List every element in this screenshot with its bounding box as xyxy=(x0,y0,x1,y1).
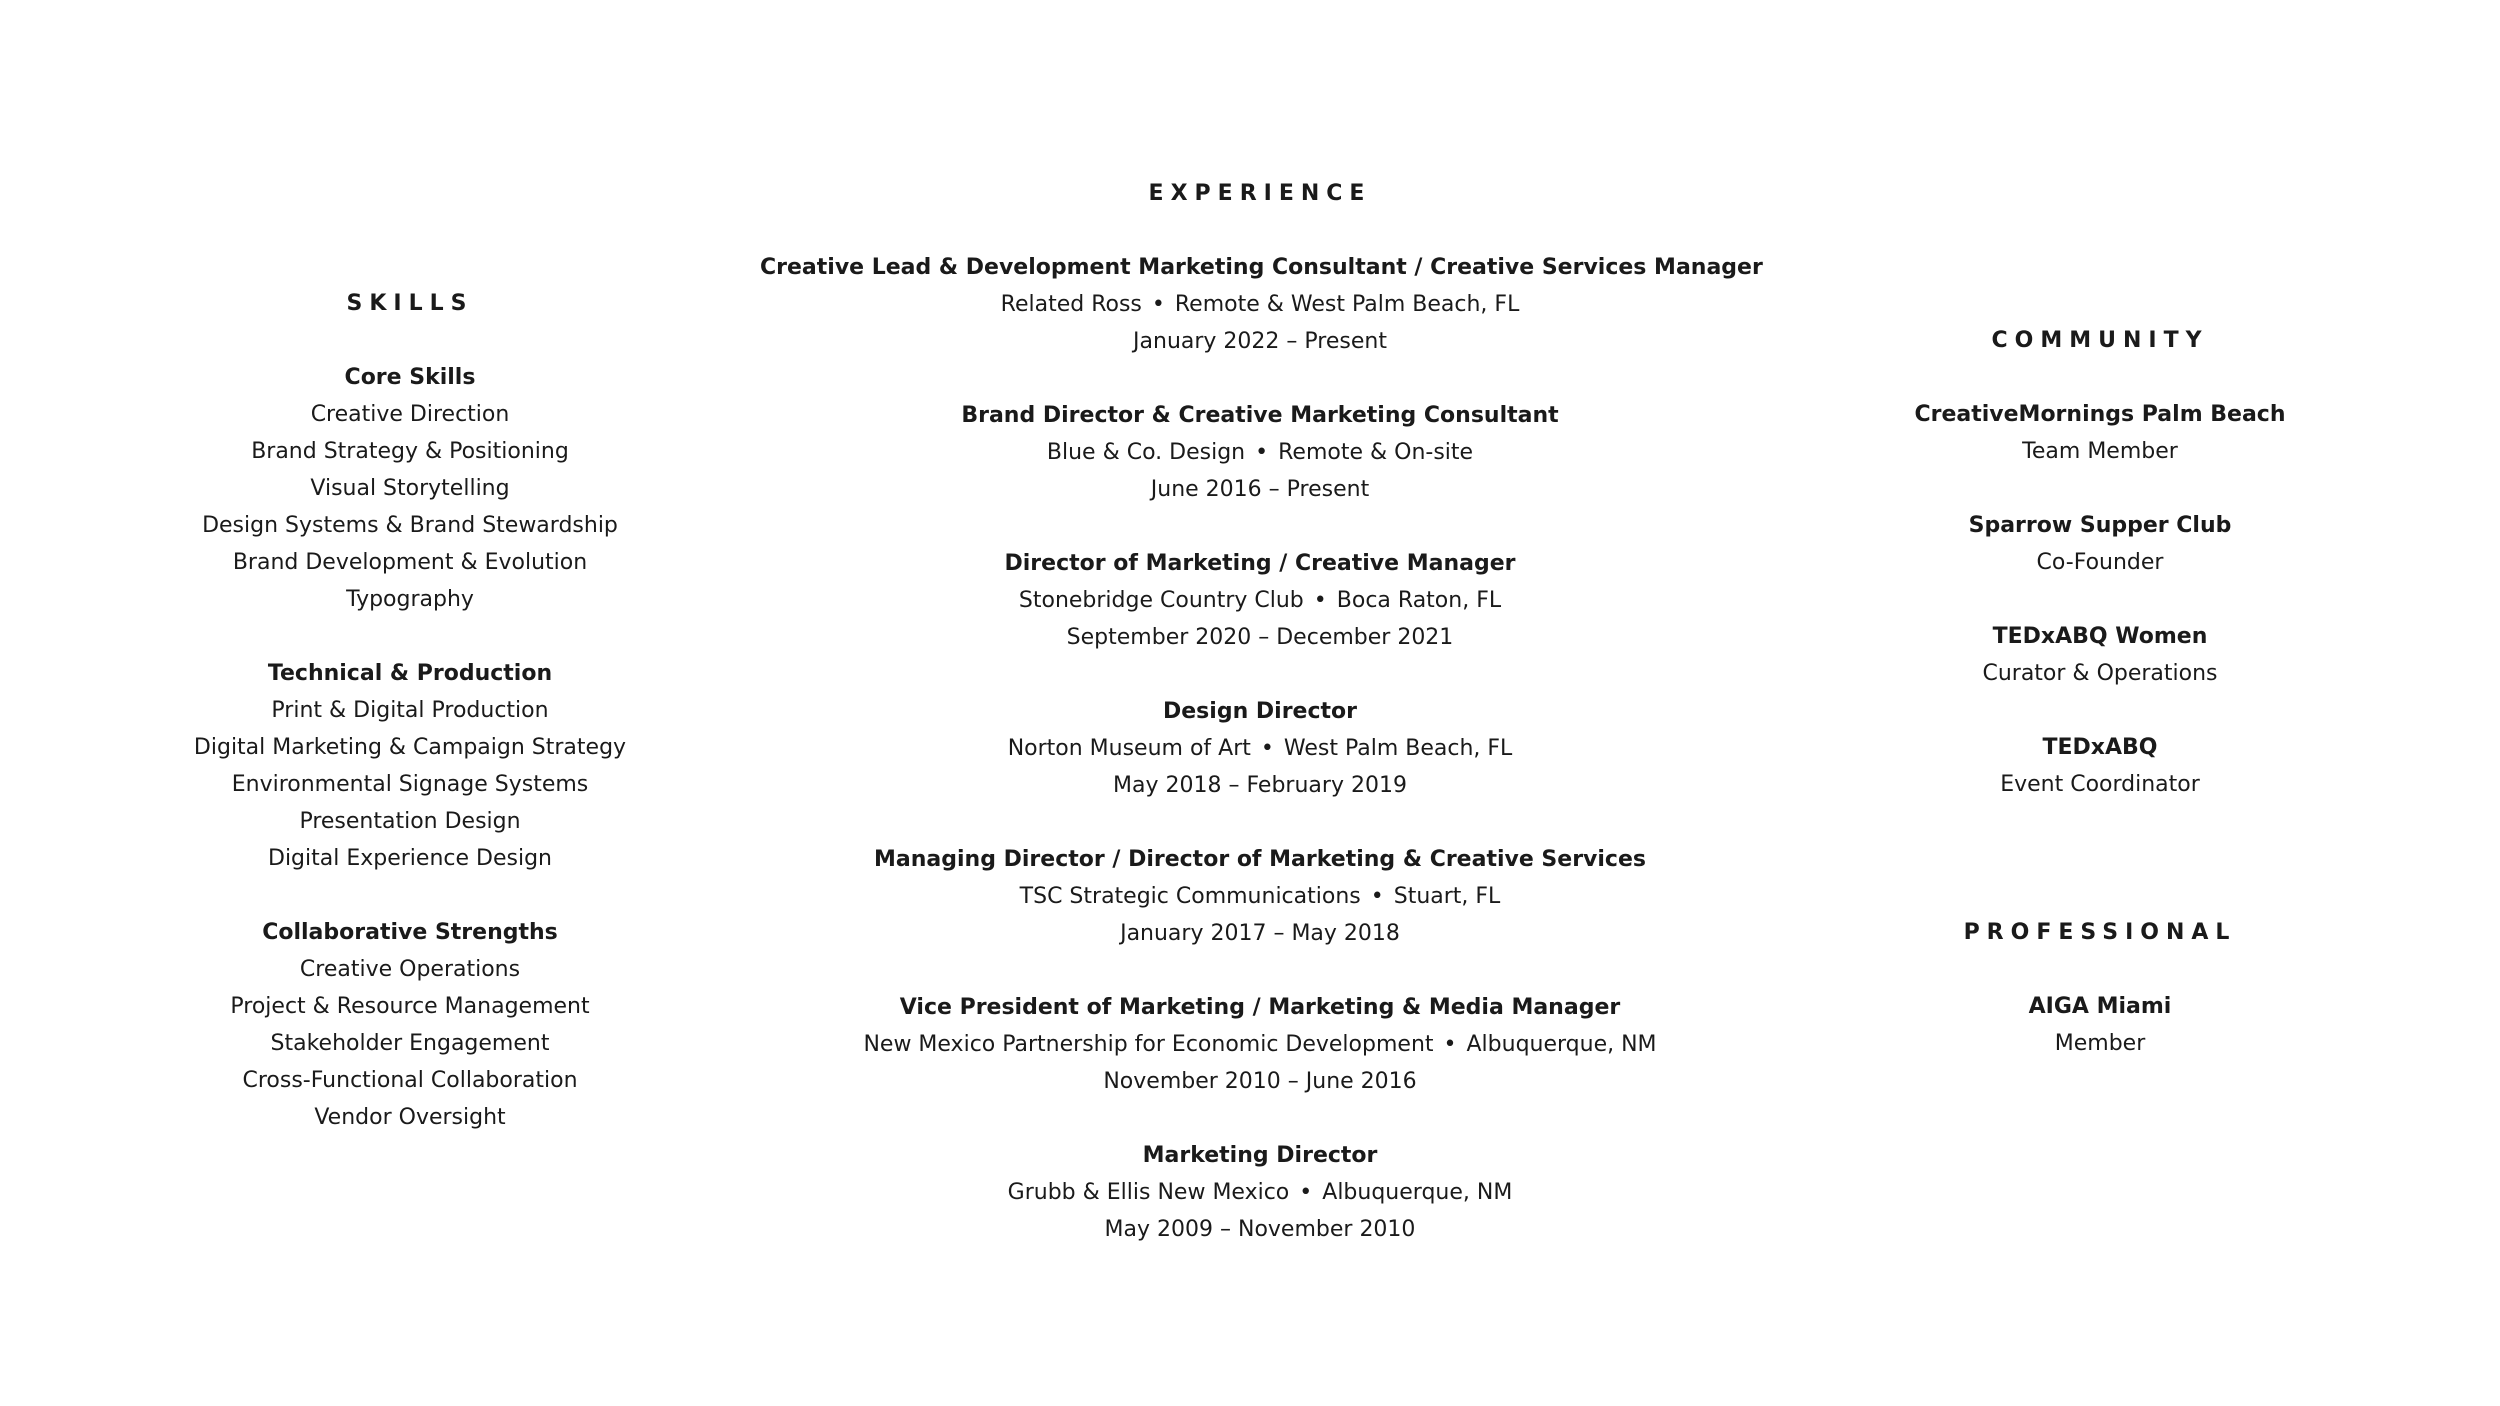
skills-group-title: Core Skills xyxy=(344,365,476,390)
job-company-location xyxy=(760,730,1760,767)
experience-heading: EXPERIENCE xyxy=(1148,181,1372,206)
skills-group-title: Technical & Production xyxy=(267,661,553,686)
separator-dot: • xyxy=(1299,1180,1313,1205)
skill-item: Environmental Signage Systems xyxy=(231,772,589,797)
job-dates: May 2018 – February 2019 xyxy=(1113,773,1407,798)
job-company-location xyxy=(760,1026,1760,1063)
job-entry xyxy=(760,397,1760,508)
job-location: Remote & On-site xyxy=(1278,440,1474,465)
job-company: Blue & Co. Design xyxy=(1046,440,1246,465)
skill-item: Visual Storytelling xyxy=(310,476,510,501)
skills-group-title: Collaborative Strengths xyxy=(262,920,558,945)
job-company: Norton Museum of Art xyxy=(1007,736,1251,761)
job-company: Related Ross xyxy=(1000,292,1142,317)
skill-item: Presentation Design xyxy=(299,809,521,834)
job-title: Creative Lead & Development Marketing Consultant / Creative Services Manager xyxy=(760,255,1763,280)
job-company: TSC Strategic Communications xyxy=(1019,884,1361,909)
skill-item: Design Systems & Brand Stewardship xyxy=(202,513,618,538)
community-entry xyxy=(1850,729,2350,803)
skill-item: Cross-Functional Collaboration xyxy=(242,1068,578,1093)
job-company: Stonebridge Country Club xyxy=(1018,588,1304,613)
community-professional-column xyxy=(1850,322,2350,1062)
job-location: Albuquerque, NM xyxy=(1322,1180,1513,1205)
skill-item: Creative Direction xyxy=(310,402,510,427)
job-entry xyxy=(760,1137,1760,1248)
job-entry xyxy=(760,841,1760,952)
job-location: Remote & West Palm Beach, FL xyxy=(1174,292,1520,317)
skills-group-core xyxy=(160,359,660,618)
community-entry xyxy=(1850,507,2350,581)
skill-item: Digital Marketing & Campaign Strategy xyxy=(193,735,627,760)
community-role: Team Member xyxy=(2022,439,2178,464)
skill-item: Brand Development & Evolution xyxy=(232,550,588,575)
skill-item: Typography xyxy=(346,587,474,612)
job-location: Stuart, FL xyxy=(1393,884,1501,909)
community-org: Sparrow Supper Club xyxy=(1968,513,2232,538)
skill-item: Vendor Oversight xyxy=(314,1105,506,1130)
separator-dot: • xyxy=(1151,292,1165,317)
professional-role: Member xyxy=(2054,1031,2146,1056)
skills-group-technical xyxy=(160,655,660,877)
job-title: Brand Director & Creative Marketing Consultant xyxy=(961,403,1559,428)
separator-dot: • xyxy=(1443,1032,1457,1057)
job-company-location xyxy=(760,582,1760,619)
job-title: Director of Marketing / Creative Manager xyxy=(1004,551,1516,576)
skill-item: Print & Digital Production xyxy=(271,698,549,723)
job-location: Boca Raton, FL xyxy=(1336,588,1502,613)
skills-column xyxy=(160,285,660,1136)
job-title: Marketing Director xyxy=(1142,1143,1378,1168)
skill-item: Creative Operations xyxy=(299,957,521,982)
separator-dot: • xyxy=(1313,588,1327,613)
job-title: Design Director xyxy=(1163,699,1357,724)
community-heading: COMMUNITY xyxy=(1991,328,2209,353)
job-company-location xyxy=(760,1174,1760,1211)
job-dates: June 2016 – Present xyxy=(1150,477,1370,502)
job-title: Managing Director / Director of Marketing & Creative Services xyxy=(874,847,1646,872)
job-dates: January 2022 – Present xyxy=(1133,329,1387,354)
professional-org: AIGA Miami xyxy=(2028,994,2172,1019)
professional-heading: PROFESSIONAL xyxy=(1963,920,2237,945)
job-title: Vice President of Marketing / Marketing & Media Manager xyxy=(899,995,1621,1020)
job-company-location xyxy=(760,878,1760,915)
skill-item: Digital Experience Design xyxy=(268,846,552,871)
job-company: New Mexico Partnership for Economic Development xyxy=(863,1032,1434,1057)
skills-group-collaborative xyxy=(160,914,660,1136)
community-entry xyxy=(1850,618,2350,692)
skills-heading: SKILLS xyxy=(346,291,474,316)
job-location: West Palm Beach, FL xyxy=(1283,736,1513,761)
job-location: Albuquerque, NM xyxy=(1466,1032,1657,1057)
job-entry xyxy=(760,989,1760,1100)
community-org: TEDxABQ Women xyxy=(1992,624,2208,649)
job-entry xyxy=(760,249,1763,360)
community-role: Co-Founder xyxy=(2036,550,2164,575)
separator-dot: • xyxy=(1370,884,1384,909)
job-company-location xyxy=(760,286,1760,323)
job-dates: November 2010 – June 2016 xyxy=(1103,1069,1417,1094)
job-entry xyxy=(760,693,1760,804)
community-org: CreativeMornings Palm Beach xyxy=(1914,402,2286,427)
community-role: Curator & Operations xyxy=(1982,661,2218,686)
separator-dot: • xyxy=(1260,736,1274,761)
professional-entry xyxy=(1850,988,2350,1062)
job-entry xyxy=(760,545,1760,656)
job-dates: May 2009 – November 2010 xyxy=(1104,1217,1416,1242)
community-org: TEDxABQ xyxy=(2042,735,2158,760)
skill-item: Stakeholder Engagement xyxy=(270,1031,550,1056)
skill-item: Brand Strategy & Positioning xyxy=(251,439,569,464)
community-entry xyxy=(1850,396,2350,470)
separator-dot: • xyxy=(1255,440,1269,465)
community-role: Event Coordinator xyxy=(2000,772,2200,797)
job-dates: January 2017 – May 2018 xyxy=(1120,921,1400,946)
skill-item: Project & Resource Management xyxy=(230,994,590,1019)
job-dates: September 2020 – December 2021 xyxy=(1066,625,1454,650)
job-company: Grubb & Ellis New Mexico xyxy=(1007,1180,1290,1205)
experience-column xyxy=(760,175,1763,1248)
job-company-location xyxy=(760,434,1760,471)
